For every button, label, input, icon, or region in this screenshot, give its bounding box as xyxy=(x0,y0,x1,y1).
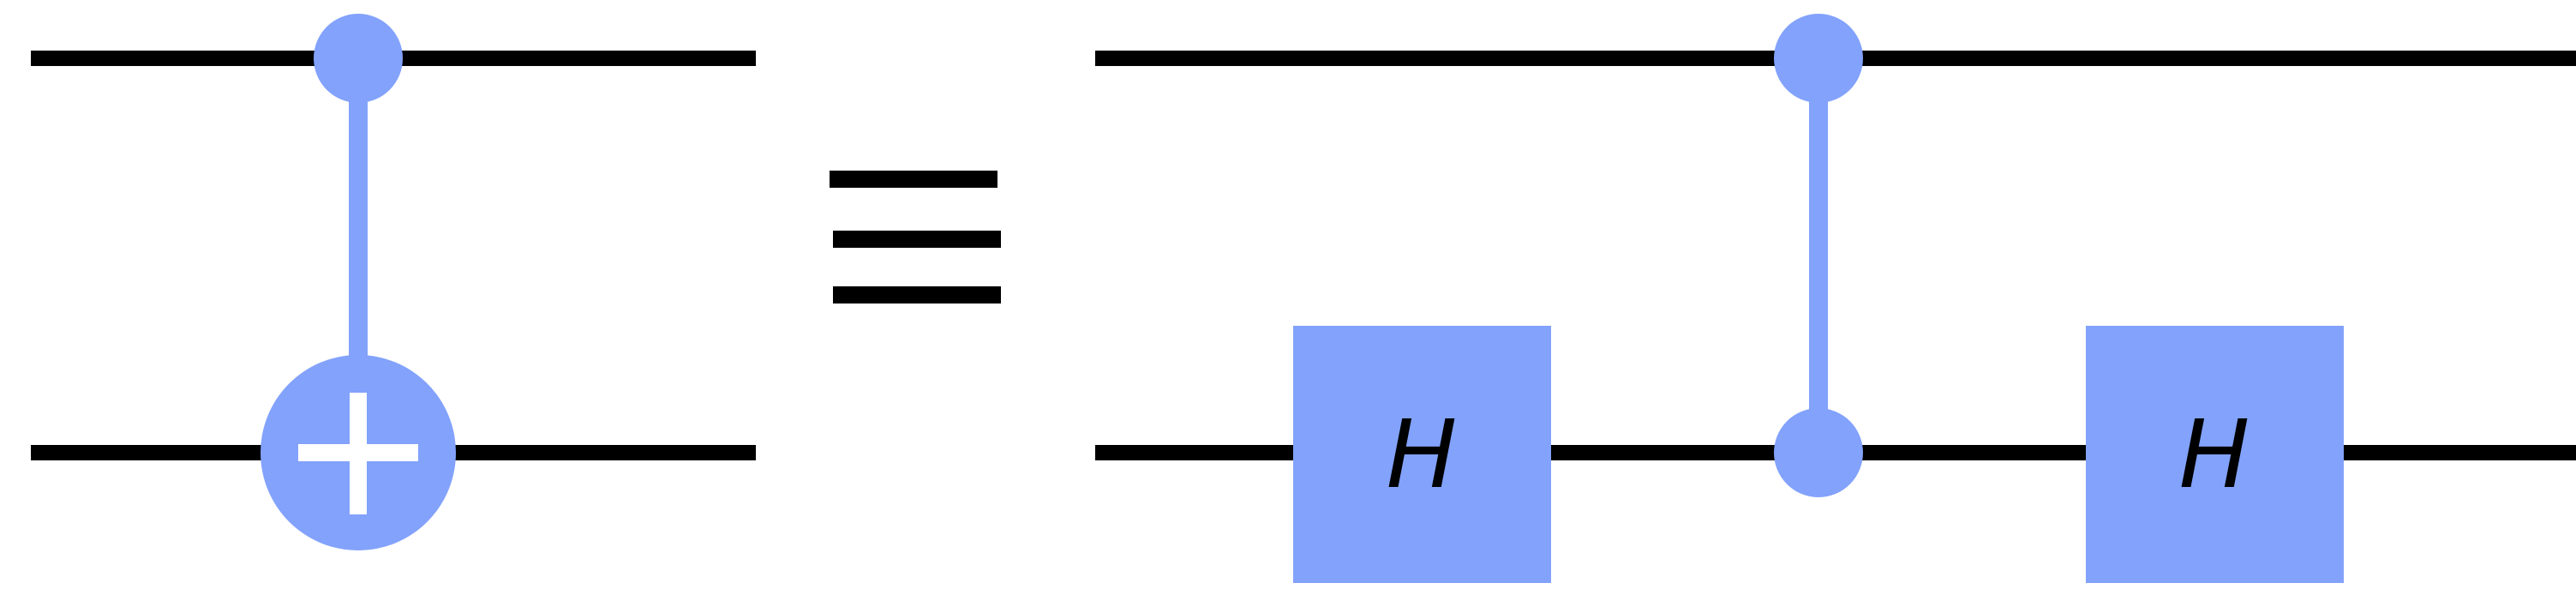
equivalence-symbol xyxy=(830,171,1001,303)
cz-gate xyxy=(1774,14,1863,497)
hadamard-gate-1-label: H xyxy=(1386,400,1458,509)
hadamard-gate-2 xyxy=(2086,326,2344,583)
cnot-control-dot xyxy=(314,14,403,103)
cz-control-dot-bottom xyxy=(1774,408,1863,497)
cnot-target-symbol xyxy=(261,355,456,550)
cz-control-dot-top xyxy=(1774,14,1863,103)
equivalence-bar-middle xyxy=(833,231,1001,248)
hadamard-gate-2-label: H xyxy=(2178,400,2250,509)
hadamard-gate-1 xyxy=(1293,326,1551,583)
right-circuit xyxy=(1095,14,2576,583)
left-circuit xyxy=(31,14,756,550)
equivalence-bar-bottom xyxy=(833,286,1001,303)
equivalence-bar-top xyxy=(830,171,997,188)
